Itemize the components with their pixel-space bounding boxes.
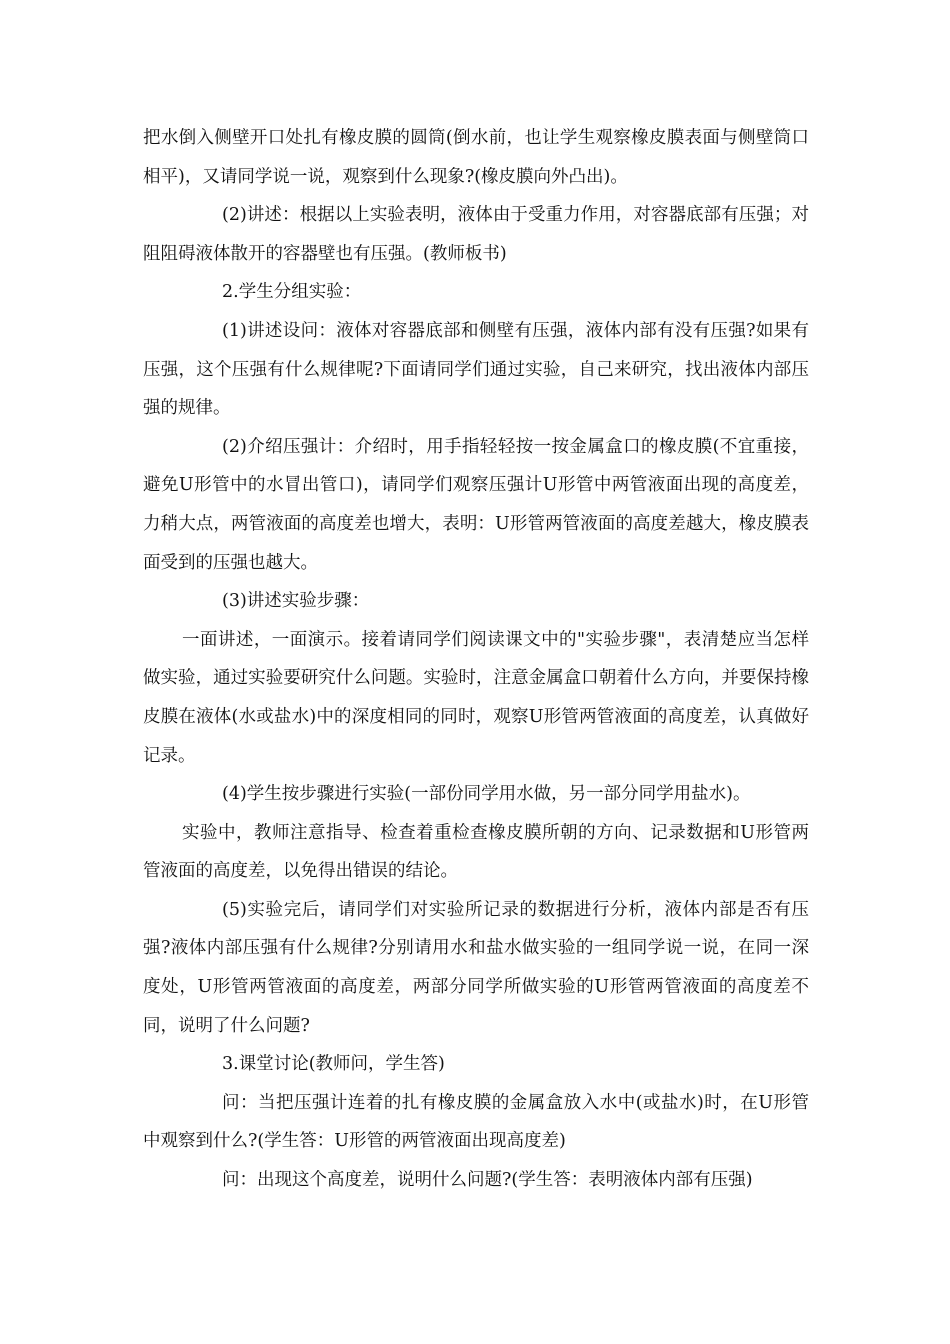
paragraph: (2)讲述：根据以上实验表明，液体由于受重力作用，对容器底部有压强；对阻阻碍液体散开的容器壁也有压强。(教师板书) [143,205,809,264]
paragraph: 问：当把压强计连着的扎有橡皮膜的金属盒放入水中(或盐水)时，在U形管中观察到什么?(学生答：U形管的两管液面出现高度差) [143,1092,809,1152]
paragraph: (4)学生按步骤进行实验(一部份同学用水做，另一部分同学用盐水)。 [222,784,751,805]
section-heading: 3.课堂讨论(教师问，学生答) [222,1054,445,1075]
paragraph: (5)实验完后，请同学们对实验所记录的数据进行分析，液体内部是否有压强?液体内部压强有什么规律?分别请用水和盐水做实验的一组同学说一说，在同一深度处，U形管两管液面的高度差，两部分同学所做实验的U形管两管液面的高度差不同，说明了什么问题? [143,899,809,1036]
paragraph: 一面讲述，一面演示。接着请同学们阅读课文中的"实验步骤"，表清楚应当怎样做实验，通过实验要研究什么问题。实验时，注意金属盒口朝着什么方向，并要保持橡皮膜在液体(水或盐水)中的深度相同的同时，观察U形管两管液面的高度差，认真做好记录。 [143,629,809,766]
paragraph: (2)介绍压强计：介绍时，用手指轻轻按一按金属盒口的橡皮膜(不宜重接，避免U形管中的水冒出管口)，请同学们观察压强计U形管中两管液面出现的高度差，力稍大点，两管液面的高度差也增大，表明：U形管两管液面的高度差越大，橡皮膜表面受到的压强也越大。 [143,436,809,573]
paragraph: (3)讲述实验步骤： [222,591,370,612]
paragraph: (1)讲述设问：液体对容器底部和侧壁有压强，液体内部有没有压强?如果有压强，这个压强有什么规律呢?下面请同学们通过实验，自己来研究，找出液体内部压强的规律。 [143,320,809,419]
paragraph: 问：出现这个高度差，说明什么问题?(学生答：表明液体内部有压强) [222,1170,753,1191]
paragraph: 把水倒入侧壁开口处扎有橡皮膜的圆筒(倒水前，也让学生观察橡皮膜表面与侧壁筒口相平)，又请同学说一说，观察到什么现象?(橡皮膜向外凸出)。 [143,128,809,187]
section-heading: 2.学生分组实验： [222,282,362,303]
paragraph: 实验中，教师注意指导、检查着重检查橡皮膜所朝的方向、记录数据和U形管两管液面的高度差，以免得出错误的结论。 [143,822,809,882]
document-body [143,119,809,1200]
